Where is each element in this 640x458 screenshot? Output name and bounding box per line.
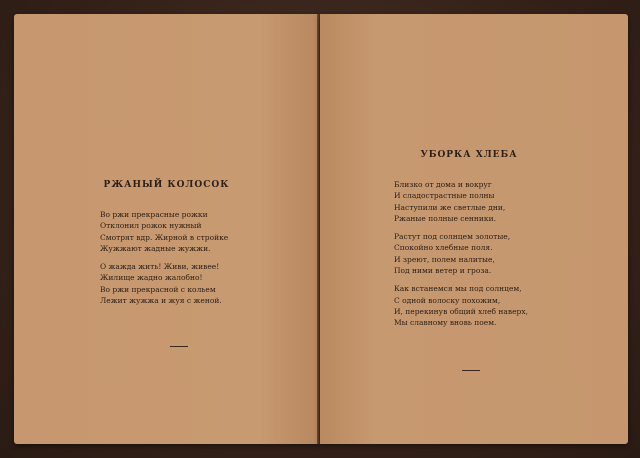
right-page-poem	[394, 179, 528, 336]
poem-line: Отклонил рожок нужный	[100, 221, 202, 231]
poem-line: О жажда жить! Живи, живее!	[100, 262, 220, 272]
poem-line: Жужжают жадные жужжи.	[100, 243, 211, 253]
poem-line: Растут под солнцем золотые,	[394, 232, 511, 242]
stanza	[394, 283, 528, 328]
stanza	[394, 179, 528, 224]
poem-line: Под ними ветер и гроза.	[394, 266, 492, 276]
poem-line: Жилище жадно жалобно!	[100, 273, 203, 283]
left-end-divider	[170, 346, 188, 347]
poem-line: Спокойно хлебные поля.	[394, 243, 493, 253]
right-page	[320, 14, 628, 444]
poem-line: И, перекинув общий хлеб наверх,	[394, 306, 528, 316]
poem-line: И сладострастные полны	[394, 191, 495, 201]
poem-line: Во ржи прекрасной с кольем	[100, 284, 216, 294]
left-page-poem	[100, 209, 228, 313]
right-page-title: УБОРКА ХЛЕБА	[420, 150, 518, 160]
poem-line: Как встанемся мы под солнцем,	[394, 284, 522, 294]
left-page-title: РЖАНЫЙ КОЛОСОК	[103, 180, 230, 190]
stanza	[100, 261, 228, 306]
open-book	[10, 14, 632, 446]
right-end-divider	[462, 370, 480, 371]
poem-line: Во ржи прекрасные рожки	[100, 210, 208, 219]
poem-line: Мы славному вновь поем.	[394, 318, 497, 328]
poem-line: Ржаные полные сенники.	[394, 213, 496, 223]
stanza	[394, 231, 528, 276]
poem-line: Близко от дома и вокруг	[394, 180, 492, 189]
poem-line: Смотрят вдр. Жирной в стройке	[100, 232, 229, 242]
poem-line: Наступили же светлые дни,	[394, 202, 506, 212]
left-page	[14, 14, 319, 444]
poem-line: С одной волоску похожим,	[394, 295, 501, 305]
poem-line: Лежит жужжа и жуя с женой.	[100, 296, 222, 306]
stanza	[100, 209, 228, 254]
poem-line: И зреют, полем налитые,	[394, 254, 495, 264]
